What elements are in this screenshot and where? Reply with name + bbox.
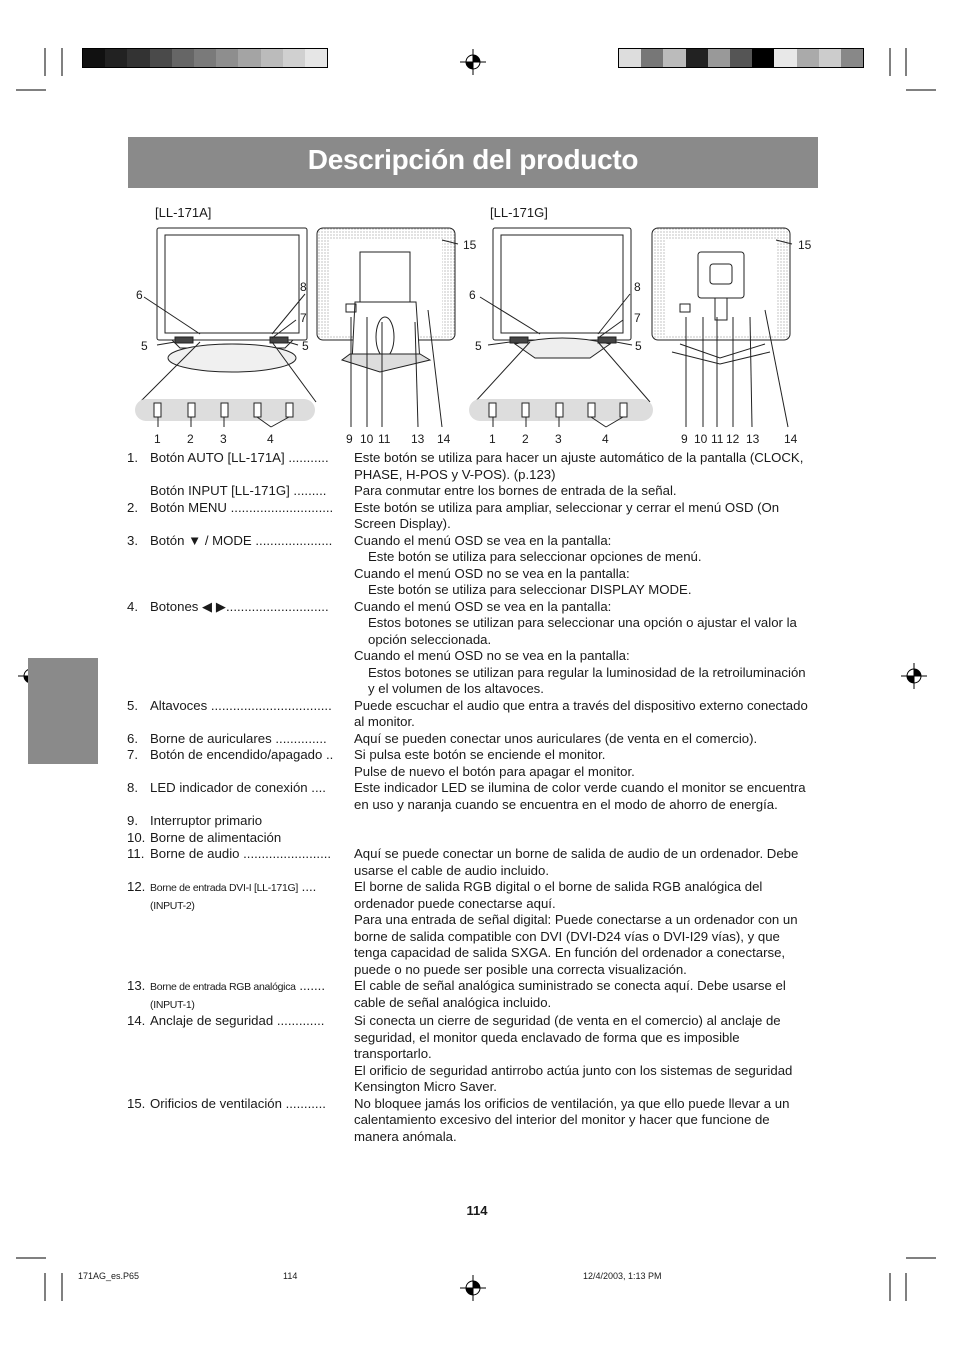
item-description bbox=[354, 830, 814, 847]
item-label bbox=[150, 599, 354, 698]
description-paragraph: Aquí se puede conectar un borne de salida de audio de un ordenador. Debe usarse el cable de audio incluido. bbox=[354, 846, 799, 878]
callout-7-g: 7 bbox=[634, 311, 641, 325]
item-label-text: Borne de auriculares bbox=[150, 730, 272, 746]
leader-dots: ........... bbox=[284, 450, 329, 465]
monitor-back-171a bbox=[317, 228, 458, 427]
description-paragraph: El orificio de seguridad antirrobo actúa junto con los sistemas de seguridad Kensington Micro Saver. bbox=[354, 1062, 793, 1094]
leader-dots: ............................ bbox=[226, 499, 334, 515]
description-paragraph: Este botón se utiliza para seleccionar DISPLAY MODE. bbox=[368, 582, 692, 597]
footer-file: 171AG_es.P65 bbox=[78, 1271, 140, 1281]
item-label bbox=[150, 500, 354, 533]
item-description bbox=[354, 500, 814, 533]
leader-dots: .... bbox=[307, 780, 326, 795]
callout-11-a: 11 bbox=[378, 432, 391, 446]
description-paragraph: Puede escuchar el audio que entra a través del dispositivo externo conectado al monitor. bbox=[354, 697, 808, 729]
item-number: 2. bbox=[127, 499, 138, 515]
callout-15-a: 15 bbox=[463, 238, 477, 252]
list-item bbox=[127, 731, 827, 748]
list-item bbox=[127, 599, 827, 698]
callout-2-g: 2 bbox=[522, 432, 529, 446]
description-paragraph: Este botón se utiliza para hacer un ajuste automático de la pantalla (CLOCK, PHASE, H-POS y V-POS). (p.123) bbox=[354, 450, 804, 482]
callout-5b-g: 5 bbox=[635, 339, 642, 353]
item-label-text: Botón ▼ / MODE bbox=[150, 532, 252, 548]
item-label bbox=[150, 450, 354, 483]
leader-dots: .... bbox=[298, 879, 317, 894]
item-number: 4. bbox=[127, 598, 138, 614]
item-number bbox=[127, 483, 150, 500]
callout-14-a: 14 bbox=[437, 432, 451, 446]
item-label-text: Anclaje de seguridad bbox=[150, 1013, 274, 1028]
item-label-text: Botón MENU bbox=[150, 499, 227, 515]
description-paragraph: Estos botones se utilizan para regular la luminosidad de la retroiluminación y el volumen de los altavoces. bbox=[368, 664, 806, 696]
callout-10-g: 10 bbox=[694, 432, 708, 446]
product-diagram bbox=[120, 222, 820, 448]
item-sublabel: (INPUT-1) bbox=[150, 998, 195, 1011]
leader-dots: ..................... bbox=[251, 532, 333, 548]
item-sublabel: (INPUT-2) bbox=[150, 899, 195, 912]
list-item bbox=[127, 830, 827, 847]
leader-dots: ................................. bbox=[207, 697, 332, 713]
description-paragraph: Para conmutar entre los bornes de entrada de la señal. bbox=[354, 483, 677, 498]
item-label bbox=[150, 1096, 354, 1146]
list-item bbox=[127, 813, 827, 830]
list-item bbox=[127, 747, 827, 780]
callout-2-a: 2 bbox=[187, 432, 194, 446]
item-description bbox=[354, 599, 814, 698]
leader-dots: .............. bbox=[271, 730, 327, 746]
monitor-front-171a bbox=[140, 228, 316, 402]
description-paragraph: Este indicador LED se ilumina de color verde cuando el monitor se encuentra en uso y naranja cuando se encuentra en el modo de ahorro de energía. bbox=[354, 780, 806, 812]
footer-page: 114 bbox=[283, 1271, 298, 1281]
item-description bbox=[354, 747, 814, 780]
item-label-text: Botones ◀ ▶ bbox=[150, 598, 227, 614]
item-number: 14. bbox=[127, 1013, 146, 1028]
item-description bbox=[354, 698, 814, 731]
item-description bbox=[354, 846, 814, 879]
item-label bbox=[150, 780, 354, 813]
callout-14-g: 14 bbox=[784, 432, 798, 446]
list-item bbox=[127, 500, 827, 533]
item-label-text: Borne de entrada RGB analógica bbox=[150, 981, 296, 993]
item-label-text: Botón INPUT [LL-171G] bbox=[150, 483, 290, 498]
item-description bbox=[354, 533, 814, 599]
item-label bbox=[150, 731, 354, 748]
item-description bbox=[354, 780, 814, 813]
item-label bbox=[150, 846, 354, 879]
list-item bbox=[127, 780, 827, 813]
item-number: 13. bbox=[127, 978, 146, 993]
footer-datetime: 12/4/2003, 1:13 PM bbox=[583, 1271, 662, 1281]
item-label-text: Borne de audio bbox=[150, 846, 240, 861]
item-label bbox=[150, 533, 354, 599]
item-label-text: Altavoces bbox=[150, 697, 208, 713]
callout-1-a: 1 bbox=[154, 432, 161, 446]
item-label bbox=[150, 830, 354, 847]
item-label bbox=[150, 879, 354, 978]
model-label-right: [LL-171G] bbox=[490, 205, 548, 220]
callout-8-a: 8 bbox=[300, 280, 307, 294]
callout-3-a: 3 bbox=[220, 432, 227, 446]
description-paragraph: Cuando el menú OSD se vea en la pantalla: bbox=[354, 598, 612, 614]
list-item bbox=[127, 1013, 827, 1096]
callout-11-g: 11 bbox=[711, 432, 724, 446]
button-panel-171a bbox=[135, 399, 315, 427]
callout-5a-a: 5 bbox=[141, 339, 148, 353]
item-label bbox=[150, 483, 354, 500]
list-item bbox=[127, 450, 827, 483]
callout-9-a: 9 bbox=[346, 432, 353, 446]
callout-6-a: 6 bbox=[136, 288, 143, 302]
callout-12-g: 12 bbox=[726, 432, 740, 446]
item-label-text: Orificios de ventilación bbox=[150, 1095, 282, 1111]
item-number: 5. bbox=[127, 697, 138, 713]
item-description bbox=[354, 978, 814, 1013]
item-description bbox=[354, 483, 814, 500]
item-label-text: Interruptor primario bbox=[150, 813, 263, 828]
description-paragraph: Este botón se utiliza para ampliar, seleccionar y cerrar el menú OSD (On Screen Display). bbox=[354, 499, 780, 531]
item-number: 9. bbox=[127, 813, 138, 828]
callout-5a-g: 5 bbox=[475, 339, 482, 353]
list-item bbox=[127, 483, 827, 500]
callout-6-g: 6 bbox=[469, 288, 476, 302]
item-label-text: LED indicador de conexión bbox=[150, 780, 308, 795]
leader-dots: ......... bbox=[289, 483, 327, 498]
item-description bbox=[354, 879, 814, 978]
callout-13-g: 13 bbox=[746, 432, 760, 446]
button-panel-171g bbox=[469, 399, 653, 427]
model-label-left: [LL-171A] bbox=[155, 205, 212, 220]
description-paragraph: Este botón se utiliza para seleccionar opciones de menú. bbox=[368, 549, 702, 564]
item-label-text: Borne de entrada DVI-I [LL-171G] bbox=[150, 882, 298, 894]
description-paragraph: Cuando el menú OSD no se vea en la pantalla: bbox=[354, 565, 630, 581]
leader-dots: ........... bbox=[281, 1095, 326, 1111]
leader-dots: ........................ bbox=[239, 846, 332, 861]
monitor-front-171g bbox=[475, 228, 650, 402]
description-paragraph: No bloquee jamás los orificios de ventilación, ya que ello puede llevar a un calentamiento excesivo del interior del monitor y hacer que funcione de manera anómala. bbox=[354, 1095, 790, 1144]
page-title: Descripción del producto bbox=[307, 144, 639, 175]
item-number: 11. bbox=[127, 846, 145, 861]
item-number: 3. bbox=[127, 532, 138, 548]
description-paragraph: Cuando el menú OSD se vea en la pantalla: bbox=[354, 532, 612, 548]
callout-3-g: 3 bbox=[555, 432, 562, 446]
callout-1-g: 1 bbox=[489, 432, 496, 446]
leader-dots: ............. bbox=[273, 1013, 325, 1028]
description-paragraph: Cuando el menú OSD no se vea en la pantalla: bbox=[354, 648, 630, 663]
callout-5b-a: 5 bbox=[302, 339, 309, 353]
item-label bbox=[150, 978, 354, 1013]
description-paragraph: Para una entrada de señal digital: Puede conectarse a un ordenador con un borne de salida compatible con DVI (DVI-D24 vías o DVI-I29 vías), y que tenga capacidad de salida SXGA. En función del ordenador a conectarse, puede o no puede ser posible una correcta visualización. bbox=[354, 912, 798, 977]
item-label bbox=[150, 698, 354, 731]
item-label-text: Borne de alimentación bbox=[150, 829, 282, 845]
page-number: 114 bbox=[466, 1203, 488, 1218]
description-paragraph: El borne de salida RGB digital o el borne de salida RGB analógica del ordenador puede conectarse aquí. bbox=[354, 879, 763, 911]
item-description bbox=[354, 731, 814, 748]
callout-4-a: 4 bbox=[267, 432, 274, 446]
callout-7-a: 7 bbox=[300, 311, 307, 325]
monitor-back-171g bbox=[652, 228, 792, 427]
list-item bbox=[127, 846, 827, 879]
description-paragraph: Pulse de nuevo el botón para apagar el monitor. bbox=[354, 763, 635, 779]
item-number: 15. bbox=[127, 1095, 146, 1111]
list-item bbox=[127, 1096, 827, 1146]
description-paragraph: Aquí se pueden conectar unos auriculares (de venta en el comercio). bbox=[354, 730, 758, 746]
callout-13-a: 13 bbox=[411, 432, 425, 446]
item-label bbox=[150, 813, 354, 830]
item-number: 1. bbox=[127, 450, 138, 465]
item-number: 8. bbox=[127, 780, 138, 795]
item-number: 7. bbox=[127, 747, 138, 762]
leader-dots: ............................ bbox=[226, 598, 329, 614]
callout-9-g: 9 bbox=[681, 432, 688, 446]
item-label bbox=[150, 747, 354, 780]
list-item bbox=[127, 533, 827, 599]
list-item bbox=[127, 978, 827, 1013]
leader-dots: .. bbox=[322, 747, 334, 762]
item-description bbox=[354, 813, 814, 830]
description-paragraph: Si conecta un cierre de seguridad (de venta en el comercio) al anclaje de seguridad, el monitor queda enclavado de forma que es imposible transportarlo. bbox=[354, 1013, 781, 1061]
callout-4-g: 4 bbox=[602, 432, 609, 446]
callout-15-g: 15 bbox=[798, 238, 812, 252]
item-label-text: Botón AUTO [LL-171A] bbox=[150, 450, 285, 465]
title-bar bbox=[128, 137, 818, 188]
description-paragraph: El cable de señal analógica suministrado se conecta aquí. Debe usarse el cable de señal analógica incluido. bbox=[354, 978, 786, 1010]
description-paragraph: Si pulsa este botón se enciende el monitor. bbox=[354, 747, 606, 762]
item-list bbox=[127, 450, 827, 1145]
callout-8-g: 8 bbox=[634, 280, 641, 294]
item-description bbox=[354, 450, 814, 483]
list-item bbox=[127, 698, 827, 731]
item-label bbox=[150, 1013, 354, 1096]
leader-dots: ....... bbox=[295, 978, 325, 993]
item-number: 10. bbox=[127, 829, 146, 845]
item-description bbox=[354, 1013, 814, 1096]
callout-10-a: 10 bbox=[360, 432, 374, 446]
section-tab bbox=[28, 658, 98, 764]
item-label-text: Botón de encendido/apagado bbox=[150, 747, 323, 762]
list-item bbox=[127, 879, 827, 978]
description-paragraph: Estos botones se utilizan para seleccionar una opción o ajustar el valor la opción seleccionada. bbox=[368, 615, 797, 647]
item-description bbox=[354, 1096, 814, 1146]
item-number: 6. bbox=[127, 730, 138, 746]
item-number: 12. bbox=[127, 879, 146, 894]
